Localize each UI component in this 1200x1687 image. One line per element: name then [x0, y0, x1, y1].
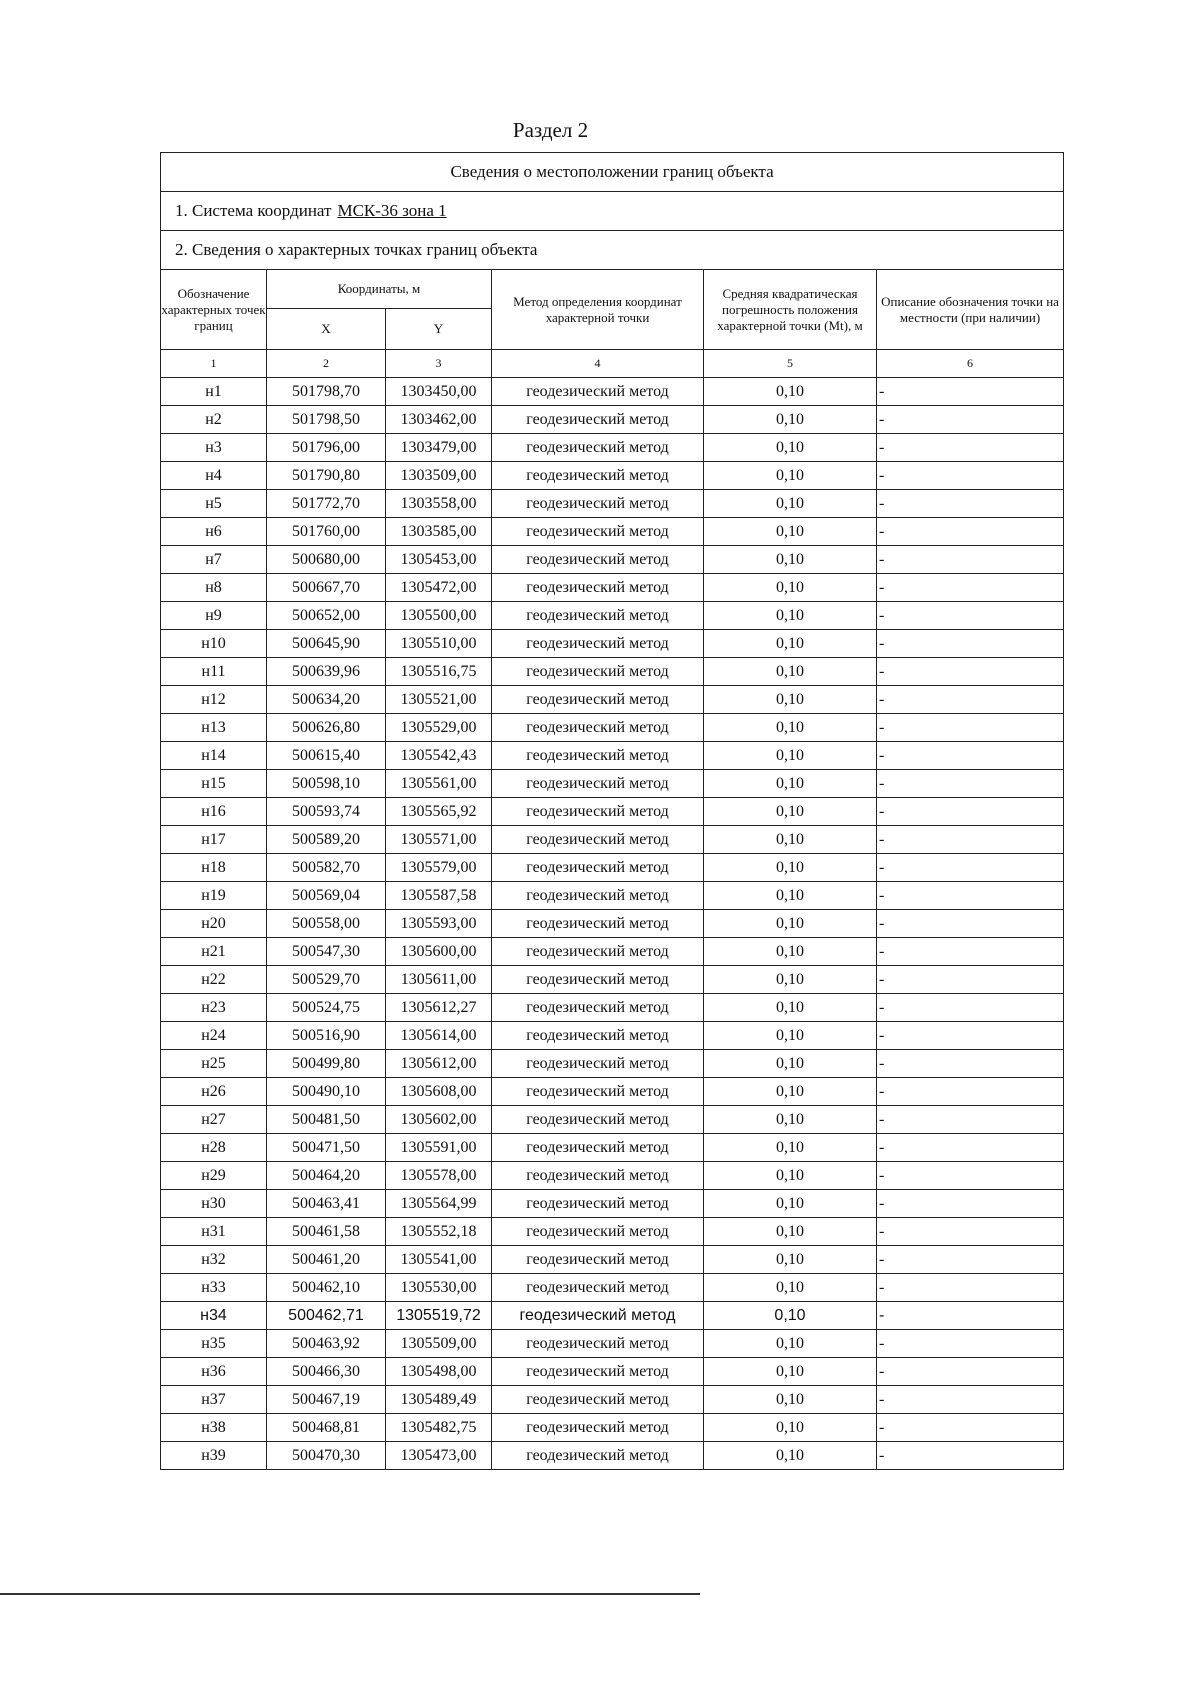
- description-cell: -: [877, 406, 1064, 434]
- accuracy-cell: 0,10: [704, 994, 877, 1022]
- description-cell: -: [877, 1358, 1064, 1386]
- point-id-cell: н8: [161, 574, 267, 602]
- table-row: [161, 630, 1064, 658]
- point-id-cell: н34: [161, 1302, 267, 1330]
- method-cell: геодезический метод: [492, 938, 704, 966]
- y-coordinate-cell: 1305521,00: [386, 686, 492, 714]
- y-coordinate-cell: 1305600,00: [386, 938, 492, 966]
- accuracy-cell: 0,10: [704, 742, 877, 770]
- table-row: [161, 406, 1064, 434]
- table-row: [161, 910, 1064, 938]
- method-cell: геодезический метод: [492, 630, 704, 658]
- description-cell: -: [877, 434, 1064, 462]
- accuracy-cell: 0,10: [704, 546, 877, 574]
- header-accuracy: Средняя квадратическая погрешность положения характерной точки (Mt), м: [704, 270, 877, 350]
- accuracy-cell: 0,10: [704, 658, 877, 686]
- y-coordinate-cell: 1305571,00: [386, 826, 492, 854]
- accuracy-cell: 0,10: [704, 574, 877, 602]
- table-row: [161, 518, 1064, 546]
- y-coordinate-cell: 1305542,43: [386, 742, 492, 770]
- y-coordinate-cell: 1305608,00: [386, 1078, 492, 1106]
- table-row: [161, 1386, 1064, 1414]
- x-coordinate-cell: 500569,04: [267, 882, 386, 910]
- y-coordinate-cell: 1305473,00: [386, 1442, 492, 1470]
- description-cell: -: [877, 798, 1064, 826]
- table-row: [161, 434, 1064, 462]
- method-cell: геодезический метод: [492, 1442, 704, 1470]
- point-id-cell: н14: [161, 742, 267, 770]
- accuracy-cell: 0,10: [704, 630, 877, 658]
- x-coordinate-cell: 500667,70: [267, 574, 386, 602]
- column-number: 4: [492, 350, 704, 378]
- point-id-cell: н10: [161, 630, 267, 658]
- description-cell: -: [877, 490, 1064, 518]
- point-id-cell: н28: [161, 1134, 267, 1162]
- x-coordinate-cell: 500529,70: [267, 966, 386, 994]
- method-cell: геодезический метод: [492, 1106, 704, 1134]
- description-cell: -: [877, 518, 1064, 546]
- method-cell: геодезический метод: [492, 798, 704, 826]
- y-coordinate-cell: 1305519,72: [386, 1302, 492, 1330]
- description-cell: -: [877, 462, 1064, 490]
- accuracy-cell: 0,10: [704, 1050, 877, 1078]
- points-section-title: 2. Сведения о характерных точках границ объекта: [161, 231, 1064, 270]
- section-title: Раздел 2: [512, 118, 589, 142]
- table-row: [161, 1274, 1064, 1302]
- method-cell: геодезический метод: [492, 1358, 704, 1386]
- table-row: [161, 1078, 1064, 1106]
- method-cell: геодезический метод: [492, 994, 704, 1022]
- x-coordinate-cell: 500499,80: [267, 1050, 386, 1078]
- point-id-cell: н3: [161, 434, 267, 462]
- accuracy-cell: 0,10: [704, 770, 877, 798]
- description-cell: -: [877, 854, 1064, 882]
- point-id-cell: н19: [161, 882, 267, 910]
- point-id-cell: н32: [161, 1246, 267, 1274]
- accuracy-cell: 0,10: [704, 798, 877, 826]
- boundary-points-table: [160, 152, 1064, 1470]
- column-number: 1: [161, 350, 267, 378]
- method-cell: геодезический метод: [492, 882, 704, 910]
- point-id-cell: н30: [161, 1190, 267, 1218]
- table-row: [161, 658, 1064, 686]
- y-coordinate-cell: 1303509,00: [386, 462, 492, 490]
- y-coordinate-cell: 1305482,75: [386, 1414, 492, 1442]
- point-id-cell: н27: [161, 1106, 267, 1134]
- method-cell: геодезический метод: [492, 546, 704, 574]
- table-row: [161, 798, 1064, 826]
- accuracy-cell: 0,10: [704, 1330, 877, 1358]
- table-row: [161, 1190, 1064, 1218]
- x-coordinate-cell: 500680,00: [267, 546, 386, 574]
- accuracy-cell: 0,10: [704, 1246, 877, 1274]
- column-number: 5: [704, 350, 877, 378]
- x-coordinate-cell: 500462,71: [267, 1302, 386, 1330]
- point-id-cell: н12: [161, 686, 267, 714]
- method-cell: геодезический метод: [492, 518, 704, 546]
- description-cell: -: [877, 630, 1064, 658]
- y-coordinate-cell: 1305612,27: [386, 994, 492, 1022]
- description-cell: -: [877, 994, 1064, 1022]
- method-cell: геодезический метод: [492, 434, 704, 462]
- table-row: [161, 770, 1064, 798]
- accuracy-cell: 0,10: [704, 882, 877, 910]
- accuracy-cell: 0,10: [704, 1106, 877, 1134]
- method-cell: геодезический метод: [492, 714, 704, 742]
- x-coordinate-cell: 500547,30: [267, 938, 386, 966]
- point-id-cell: н6: [161, 518, 267, 546]
- point-id-cell: н35: [161, 1330, 267, 1358]
- y-coordinate-cell: 1305578,00: [386, 1162, 492, 1190]
- accuracy-cell: 0,10: [704, 1414, 877, 1442]
- point-id-cell: н5: [161, 490, 267, 518]
- description-cell: -: [877, 1134, 1064, 1162]
- point-id-cell: н20: [161, 910, 267, 938]
- y-coordinate-cell: 1305565,92: [386, 798, 492, 826]
- x-coordinate-cell: 500463,41: [267, 1190, 386, 1218]
- y-coordinate-cell: 1305516,75: [386, 658, 492, 686]
- description-cell: -: [877, 1246, 1064, 1274]
- header-method: Метод определения координат характерной точки: [492, 270, 704, 350]
- y-coordinate-cell: 1305612,00: [386, 1050, 492, 1078]
- description-cell: -: [877, 966, 1064, 994]
- table-row: [161, 1302, 1064, 1330]
- x-coordinate-cell: 501760,00: [267, 518, 386, 546]
- x-coordinate-cell: 500582,70: [267, 854, 386, 882]
- table-row: [161, 686, 1064, 714]
- x-coordinate-cell: 500524,75: [267, 994, 386, 1022]
- table-row: [161, 1330, 1064, 1358]
- description-cell: -: [877, 602, 1064, 630]
- description-cell: -: [877, 1218, 1064, 1246]
- accuracy-cell: 0,10: [704, 1218, 877, 1246]
- header-coordinates: Координаты, м: [267, 270, 492, 309]
- description-cell: -: [877, 1442, 1064, 1470]
- table-row: [161, 1022, 1064, 1050]
- description-cell: -: [877, 1414, 1064, 1442]
- method-cell: геодезический метод: [492, 602, 704, 630]
- method-cell: геодезический метод: [492, 1050, 704, 1078]
- y-coordinate-cell: 1303585,00: [386, 518, 492, 546]
- x-coordinate-cell: 500645,90: [267, 630, 386, 658]
- method-cell: геодезический метод: [492, 490, 704, 518]
- x-coordinate-cell: 501798,70: [267, 378, 386, 406]
- y-coordinate-cell: 1305510,00: [386, 630, 492, 658]
- y-coordinate-cell: 1305564,99: [386, 1190, 492, 1218]
- x-coordinate-cell: 500461,58: [267, 1218, 386, 1246]
- method-cell: геодезический метод: [492, 686, 704, 714]
- method-cell: геодезический метод: [492, 1162, 704, 1190]
- y-coordinate-cell: 1305489,49: [386, 1386, 492, 1414]
- point-id-cell: н23: [161, 994, 267, 1022]
- y-coordinate-cell: 1305602,00: [386, 1106, 492, 1134]
- method-cell: геодезический метод: [492, 1022, 704, 1050]
- point-id-cell: н39: [161, 1442, 267, 1470]
- x-coordinate-cell: 501790,80: [267, 462, 386, 490]
- x-coordinate-cell: 500461,20: [267, 1246, 386, 1274]
- method-cell: геодезический метод: [492, 1302, 704, 1330]
- x-coordinate-cell: 500490,10: [267, 1078, 386, 1106]
- point-id-cell: н13: [161, 714, 267, 742]
- x-coordinate-cell: 501772,70: [267, 490, 386, 518]
- description-cell: -: [877, 1162, 1064, 1190]
- point-id-cell: н22: [161, 966, 267, 994]
- method-cell: геодезический метод: [492, 1330, 704, 1358]
- table-row: [161, 1134, 1064, 1162]
- method-cell: геодезический метод: [492, 1246, 704, 1274]
- y-coordinate-cell: 1303558,00: [386, 490, 492, 518]
- x-coordinate-cell: 500593,74: [267, 798, 386, 826]
- description-cell: -: [877, 826, 1064, 854]
- coord-system-label: 1. Система координат: [175, 201, 332, 220]
- description-cell: -: [877, 938, 1064, 966]
- point-id-cell: н7: [161, 546, 267, 574]
- table-row: [161, 966, 1064, 994]
- point-id-cell: н38: [161, 1414, 267, 1442]
- method-cell: геодезический метод: [492, 770, 704, 798]
- method-cell: геодезический метод: [492, 1190, 704, 1218]
- x-coordinate-cell: 501796,00: [267, 434, 386, 462]
- method-cell: геодезический метод: [492, 406, 704, 434]
- method-cell: геодезический метод: [492, 1386, 704, 1414]
- point-id-cell: н15: [161, 770, 267, 798]
- description-cell: -: [877, 1330, 1064, 1358]
- method-cell: геодезический метод: [492, 854, 704, 882]
- y-coordinate-cell: 1305593,00: [386, 910, 492, 938]
- method-cell: геодезический метод: [492, 658, 704, 686]
- point-id-cell: н31: [161, 1218, 267, 1246]
- table-row: [161, 1414, 1064, 1442]
- point-id-cell: н24: [161, 1022, 267, 1050]
- accuracy-cell: 0,10: [704, 854, 877, 882]
- description-cell: -: [877, 658, 1064, 686]
- point-id-cell: н11: [161, 658, 267, 686]
- table-row: [161, 546, 1064, 574]
- method-cell: геодезический метод: [492, 1218, 704, 1246]
- table-row: [161, 1358, 1064, 1386]
- coord-system-row: [161, 192, 1064, 231]
- header-y: Y: [386, 309, 492, 350]
- x-coordinate-cell: 500634,20: [267, 686, 386, 714]
- method-cell: геодезический метод: [492, 1134, 704, 1162]
- description-cell: -: [877, 742, 1064, 770]
- table-row: [161, 574, 1064, 602]
- y-coordinate-cell: 1305500,00: [386, 602, 492, 630]
- table-row: [161, 994, 1064, 1022]
- accuracy-cell: 0,10: [704, 378, 877, 406]
- point-id-cell: н2: [161, 406, 267, 434]
- description-cell: -: [877, 770, 1064, 798]
- method-cell: геодезический метод: [492, 910, 704, 938]
- accuracy-cell: 0,10: [704, 518, 877, 546]
- table-row: [161, 742, 1064, 770]
- table-row: [161, 1218, 1064, 1246]
- table-row: [161, 378, 1064, 406]
- description-cell: -: [877, 686, 1064, 714]
- point-id-cell: н16: [161, 798, 267, 826]
- coord-system-value: МСК-36 зона 1: [337, 201, 447, 220]
- x-coordinate-cell: 500481,50: [267, 1106, 386, 1134]
- accuracy-cell: 0,10: [704, 938, 877, 966]
- x-coordinate-cell: 500516,90: [267, 1022, 386, 1050]
- accuracy-cell: 0,10: [704, 462, 877, 490]
- x-coordinate-cell: 500626,80: [267, 714, 386, 742]
- accuracy-cell: 0,10: [704, 826, 877, 854]
- y-coordinate-cell: 1303479,00: [386, 434, 492, 462]
- method-cell: геодезический метод: [492, 742, 704, 770]
- x-coordinate-cell: 500471,50: [267, 1134, 386, 1162]
- y-coordinate-cell: 1305453,00: [386, 546, 492, 574]
- point-id-cell: н21: [161, 938, 267, 966]
- y-coordinate-cell: 1305611,00: [386, 966, 492, 994]
- point-id-cell: н29: [161, 1162, 267, 1190]
- point-id-cell: н1: [161, 378, 267, 406]
- column-number: 6: [877, 350, 1064, 378]
- column-number: 2: [267, 350, 386, 378]
- y-coordinate-cell: 1305472,00: [386, 574, 492, 602]
- header-designation: Обозначение характерных точек границ: [161, 270, 267, 350]
- y-coordinate-cell: 1305579,00: [386, 854, 492, 882]
- method-cell: геодезический метод: [492, 1414, 704, 1442]
- y-coordinate-cell: 1303450,00: [386, 378, 492, 406]
- header-description: Описание обозначения точки на местности (при наличии): [877, 270, 1064, 350]
- description-cell: -: [877, 1022, 1064, 1050]
- accuracy-cell: 0,10: [704, 1386, 877, 1414]
- method-cell: геодезический метод: [492, 1078, 704, 1106]
- description-cell: -: [877, 1078, 1064, 1106]
- table-row: [161, 602, 1064, 630]
- accuracy-cell: 0,10: [704, 1134, 877, 1162]
- description-cell: -: [877, 1106, 1064, 1134]
- description-cell: -: [877, 546, 1064, 574]
- x-coordinate-cell: 500639,96: [267, 658, 386, 686]
- accuracy-cell: 0,10: [704, 1022, 877, 1050]
- table-row: [161, 854, 1064, 882]
- y-coordinate-cell: 1305561,00: [386, 770, 492, 798]
- accuracy-cell: 0,10: [704, 490, 877, 518]
- table-row: [161, 1162, 1064, 1190]
- point-id-cell: н4: [161, 462, 267, 490]
- y-coordinate-cell: 1305530,00: [386, 1274, 492, 1302]
- accuracy-cell: 0,10: [704, 1078, 877, 1106]
- accuracy-cell: 0,10: [704, 1274, 877, 1302]
- description-cell: -: [877, 1302, 1064, 1330]
- x-coordinate-cell: 500652,00: [267, 602, 386, 630]
- method-cell: геодезический метод: [492, 378, 704, 406]
- description-cell: -: [877, 714, 1064, 742]
- x-coordinate-cell: 500466,30: [267, 1358, 386, 1386]
- point-id-cell: н25: [161, 1050, 267, 1078]
- point-id-cell: н17: [161, 826, 267, 854]
- x-coordinate-cell: 500468,81: [267, 1414, 386, 1442]
- header-x: X: [267, 309, 386, 350]
- accuracy-cell: 0,10: [704, 434, 877, 462]
- x-coordinate-cell: 500464,20: [267, 1162, 386, 1190]
- table-row: [161, 1106, 1064, 1134]
- x-coordinate-cell: 500589,20: [267, 826, 386, 854]
- accuracy-cell: 0,10: [704, 602, 877, 630]
- x-coordinate-cell: 500615,40: [267, 742, 386, 770]
- description-cell: -: [877, 1274, 1064, 1302]
- accuracy-cell: 0,10: [704, 910, 877, 938]
- table-row: [161, 1050, 1064, 1078]
- description-cell: -: [877, 1050, 1064, 1078]
- description-cell: -: [877, 1386, 1064, 1414]
- y-coordinate-cell: 1303462,00: [386, 406, 492, 434]
- y-coordinate-cell: 1305591,00: [386, 1134, 492, 1162]
- point-id-cell: н9: [161, 602, 267, 630]
- method-cell: геодезический метод: [492, 826, 704, 854]
- point-id-cell: н37: [161, 1386, 267, 1414]
- accuracy-cell: 0,10: [704, 1302, 877, 1330]
- accuracy-cell: 0,10: [704, 1442, 877, 1470]
- table-row: [161, 714, 1064, 742]
- description-cell: -: [877, 1190, 1064, 1218]
- x-coordinate-cell: 500463,92: [267, 1330, 386, 1358]
- accuracy-cell: 0,10: [704, 966, 877, 994]
- point-id-cell: н36: [161, 1358, 267, 1386]
- accuracy-cell: 0,10: [704, 1162, 877, 1190]
- y-coordinate-cell: 1305529,00: [386, 714, 492, 742]
- table-row: [161, 462, 1064, 490]
- x-coordinate-cell: 500470,30: [267, 1442, 386, 1470]
- y-coordinate-cell: 1305509,00: [386, 1330, 492, 1358]
- point-id-cell: н26: [161, 1078, 267, 1106]
- method-cell: геодезический метод: [492, 966, 704, 994]
- point-id-cell: н18: [161, 854, 267, 882]
- accuracy-cell: 0,10: [704, 406, 877, 434]
- x-coordinate-cell: 500558,00: [267, 910, 386, 938]
- y-coordinate-cell: 1305587,58: [386, 882, 492, 910]
- table-row: [161, 490, 1064, 518]
- column-number: 3: [386, 350, 492, 378]
- table-row: [161, 1442, 1064, 1470]
- table-title: Сведения о местоположении границ объекта: [161, 153, 1064, 192]
- y-coordinate-cell: 1305541,00: [386, 1246, 492, 1274]
- x-coordinate-cell: 500462,10: [267, 1274, 386, 1302]
- page-bottom-rule: [0, 1593, 700, 1595]
- y-coordinate-cell: 1305614,00: [386, 1022, 492, 1050]
- method-cell: геодезический метод: [492, 574, 704, 602]
- table-row: [161, 826, 1064, 854]
- method-cell: геодезический метод: [492, 462, 704, 490]
- table-row: [161, 882, 1064, 910]
- description-cell: -: [877, 574, 1064, 602]
- description-cell: -: [877, 378, 1064, 406]
- point-id-cell: н33: [161, 1274, 267, 1302]
- table-row: [161, 938, 1064, 966]
- accuracy-cell: 0,10: [704, 1190, 877, 1218]
- y-coordinate-cell: 1305552,18: [386, 1218, 492, 1246]
- accuracy-cell: 0,10: [704, 714, 877, 742]
- table-row: [161, 1246, 1064, 1274]
- accuracy-cell: 0,10: [704, 1358, 877, 1386]
- description-cell: -: [877, 910, 1064, 938]
- method-cell: геодезический метод: [492, 1274, 704, 1302]
- x-coordinate-cell: 500467,19: [267, 1386, 386, 1414]
- description-cell: -: [877, 882, 1064, 910]
- x-coordinate-cell: 500598,10: [267, 770, 386, 798]
- y-coordinate-cell: 1305498,00: [386, 1358, 492, 1386]
- accuracy-cell: 0,10: [704, 686, 877, 714]
- x-coordinate-cell: 501798,50: [267, 406, 386, 434]
